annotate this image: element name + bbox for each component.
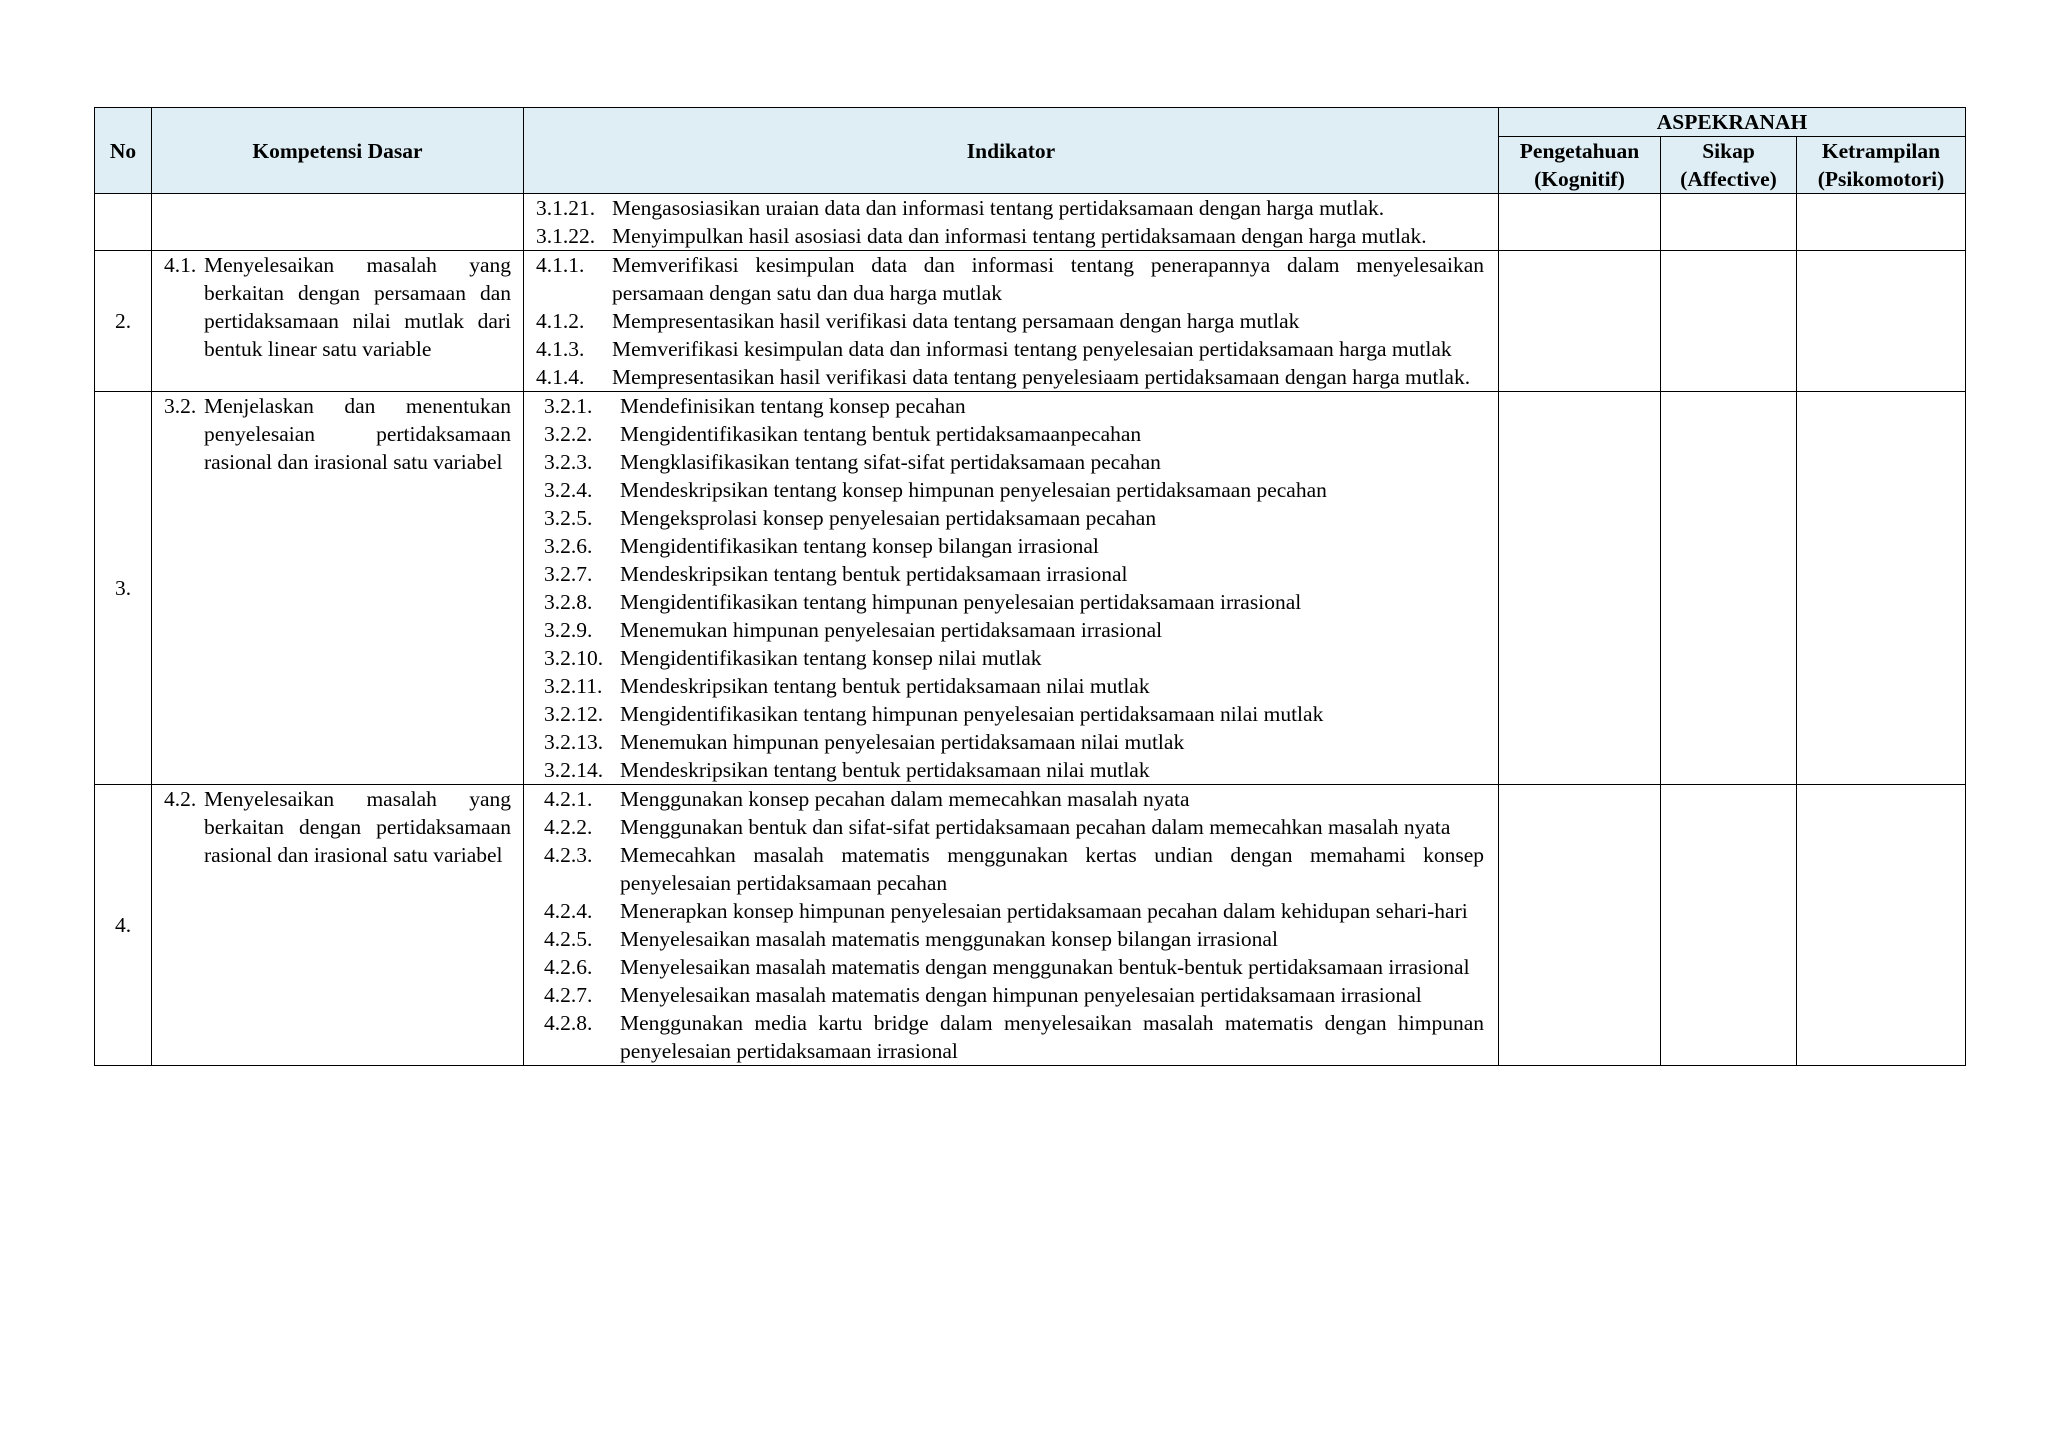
header-sikap-label: Sikap — [1702, 139, 1755, 163]
indicator-item — [544, 728, 1484, 756]
indicator-number: 3.2.5. — [544, 506, 593, 530]
indicator-text: Memecahkan masalah matematis menggunakan kertas undian dengan memahami konsep penyelesaian pertidaksamaan pecahan — [620, 843, 1484, 895]
indicator-text: Mengasosiasikan uraian data dan informasi tentang pertidaksamaan dengan harga mutlak. — [612, 196, 1385, 220]
indicator-item — [544, 420, 1484, 448]
indicator-item — [544, 560, 1484, 588]
indicator-text: Menemukan himpunan penyelesaian pertidaksamaan irrasional — [620, 618, 1163, 642]
pengetahuan-cell — [1499, 392, 1661, 785]
indicator-text: Mendeskripsikan tentang bentuk pertidaksamaan nilai mutlak — [620, 674, 1150, 698]
pengetahuan-cell — [1499, 194, 1661, 251]
indicator-number: 4.2.1. — [544, 787, 593, 811]
sikap-cell — [1661, 785, 1797, 1066]
indicator-number: 3.1.22. — [536, 224, 596, 248]
header-ketrampilan — [1797, 137, 1966, 194]
indicator-item — [544, 925, 1484, 953]
competency-table — [94, 107, 1966, 1066]
indicator-text: Memverifikasi kesimpulan data dan informasi tentang penerapannya dalam menyelesaikan persamaan dengan satu dan dua harga mutlak — [612, 253, 1484, 305]
indicator-number: 4.2.5. — [544, 927, 593, 951]
indicator-item — [544, 476, 1484, 504]
indicator-number: 3.2.11. — [544, 674, 603, 698]
indicator-text: Menyelesaikan masalah matematis dengan menggunakan bentuk-bentuk pertidaksamaan irrasional — [620, 955, 1470, 979]
indicator-number: 4.1.2. — [536, 309, 585, 333]
row-number — [95, 194, 152, 251]
indicator-text: Mendefinisikan tentang konsep pecahan — [620, 394, 966, 418]
indicator-text: Mendeskripsikan tentang bentuk pertidaksamaan nilai mutlak — [620, 758, 1150, 782]
indicator-item — [536, 363, 1484, 391]
indicator-text: Menggunakan konsep pecahan dalam memecahkan masalah nyata — [620, 787, 1190, 811]
header-pengetahuan — [1499, 137, 1661, 194]
indicator-item — [536, 194, 1484, 222]
indicator-number: 3.2.10. — [544, 646, 604, 670]
indicator-number: 3.2.13. — [544, 730, 604, 754]
table-header — [95, 108, 1966, 194]
table-row — [95, 392, 1966, 785]
indicator-text: Menyelesaikan masalah matematis menggunakan konsep bilangan irrasional — [620, 927, 1278, 951]
indicator-item — [544, 700, 1484, 728]
indicator-item — [544, 392, 1484, 420]
ketrampilan-cell — [1797, 392, 1966, 785]
pengetahuan-cell — [1499, 251, 1661, 392]
table-row — [95, 785, 1966, 1066]
indicator-text: Mendeskripsikan tentang konsep himpunan penyelesaian pertidaksamaan pecahan — [620, 478, 1327, 502]
indicator-item — [536, 222, 1484, 250]
row-number: 2. — [95, 251, 152, 392]
ketrampilan-cell — [1797, 194, 1966, 251]
indicator-item — [544, 616, 1484, 644]
indicator-number: 3.2.12. — [544, 702, 604, 726]
kompetensi-text: Menjelaskan dan menentukan penyelesaian pertidaksamaan rasional dan irasional satu variabel — [204, 394, 511, 474]
indicator-item — [544, 813, 1484, 841]
indicator-item — [544, 1009, 1484, 1065]
indikator-cell — [524, 392, 1499, 785]
kompetensi-item — [152, 251, 523, 363]
row-number: 3. — [95, 392, 152, 785]
ketrampilan-cell — [1797, 251, 1966, 392]
indicator-item — [544, 897, 1484, 925]
indicator-number: 3.2.1. — [544, 394, 593, 418]
indicator-text: Menemukan himpunan penyelesaian pertidaksamaan nilai mutlak — [620, 730, 1185, 754]
indicator-text: Menyelesaikan masalah matematis dengan himpunan penyelesaian pertidaksamaan irrasional — [620, 983, 1422, 1007]
indikator-cell — [524, 251, 1499, 392]
ketrampilan-cell — [1797, 785, 1966, 1066]
header-ketrampilan-label: Ketrampilan — [1821, 139, 1941, 163]
indicator-text: Mengklasifikasikan tentang sifat-sifat pertidaksamaan pecahan — [620, 450, 1161, 474]
indicator-text: Mengidentifikasikan tentang himpunan penyelesaian pertidaksamaan irrasional — [620, 590, 1302, 614]
indicator-item — [544, 588, 1484, 616]
kompetensi-text: Menyelesaikan masalah yang berkaitan dengan persamaan dan pertidaksamaan nilai mutlak dari bentuk linear satu variable — [204, 253, 511, 361]
indicator-item — [544, 953, 1484, 981]
indicator-text: Menggunakan media kartu bridge dalam menyelesaikan masalah matematis dengan himpunan penyelesaian pertidaksamaan irrasional — [620, 1011, 1484, 1063]
indicator-text: Mengidentifikasikan tentang bentuk pertidaksamaanpecahan — [620, 422, 1142, 446]
indicator-number: 3.2.4. — [544, 478, 593, 502]
kompetensi-item — [152, 392, 523, 476]
indicator-number: 4.1.3. — [536, 337, 585, 361]
kompetensi-number: 4.1. — [164, 253, 197, 277]
indicator-text: Menggunakan bentuk dan sifat-sifat pertidaksamaan pecahan dalam memecahkan masalah nyata — [620, 815, 1451, 839]
indicator-item — [544, 841, 1484, 897]
indicator-number: 3.2.9. — [544, 618, 593, 642]
kompetensi-number: 4.2. — [164, 787, 197, 811]
kompetensi-dasar-cell — [152, 194, 524, 251]
indicator-number: 3.2.14. — [544, 758, 604, 782]
header-sikap — [1661, 137, 1797, 194]
table-row — [95, 194, 1966, 251]
kompetensi-dasar-cell — [152, 785, 524, 1066]
indicator-item — [544, 981, 1484, 1009]
pengetahuan-cell — [1499, 785, 1661, 1066]
indicator-item — [536, 307, 1484, 335]
indicator-item — [536, 335, 1484, 363]
indicator-number: 4.2.7. — [544, 983, 593, 1007]
indicator-item — [544, 756, 1484, 784]
header-pengetahuan-sub: (Kognitif) — [1534, 167, 1625, 191]
indicator-item — [544, 504, 1484, 532]
indicator-number: 4.2.3. — [544, 843, 593, 867]
header-aspek-ranah: ASPEKRANAH — [1499, 108, 1966, 137]
indicator-number: 3.1.21. — [536, 196, 596, 220]
indicator-number: 4.2.8. — [544, 1011, 593, 1035]
kompetensi-number: 3.2. — [164, 394, 197, 418]
indicator-number: 4.1.4. — [536, 365, 585, 389]
header-kompetensi-dasar: Kompetensi Dasar — [152, 108, 524, 194]
kompetensi-text: Menyelesaikan masalah yang berkaitan dengan pertidaksamaan rasional dan irasional satu variabel — [204, 787, 511, 867]
indicator-text: Mengeksprolasi konsep penyelesaian pertidaksamaan pecahan — [620, 506, 1157, 530]
indicator-text: Mengidentifikasikan tentang konsep bilangan irrasional — [620, 534, 1099, 558]
indicator-number: 4.2.4. — [544, 899, 593, 923]
indicator-number: 4.1.1. — [536, 253, 585, 277]
header-no: No — [95, 108, 152, 194]
indicator-number: 3.2.6. — [544, 534, 593, 558]
kompetensi-item — [152, 785, 523, 869]
indicator-item — [536, 251, 1484, 307]
sikap-cell — [1661, 251, 1797, 392]
indikator-cell — [524, 785, 1499, 1066]
indicator-text: Menerapkan konsep himpunan penyelesaian pertidaksamaan pecahan dalam kehidupan sehari-hari — [620, 899, 1468, 923]
indicator-text: Mendeskripsikan tentang bentuk pertidaksamaan irrasional — [620, 562, 1128, 586]
indicator-number: 3.2.2. — [544, 422, 593, 446]
kompetensi-dasar-cell — [152, 392, 524, 785]
header-pengetahuan-label: Pengetahuan — [1519, 139, 1640, 163]
indicator-item — [544, 644, 1484, 672]
indicator-text: Mempresentasikan hasil verifikasi data tentang persamaan dengan harga mutlak — [612, 309, 1300, 333]
indikator-cell — [524, 194, 1499, 251]
indicator-item — [544, 532, 1484, 560]
header-sikap-sub: (Affective) — [1680, 167, 1777, 191]
indicator-item — [544, 672, 1484, 700]
indicator-number: 4.2.2. — [544, 815, 593, 839]
indicator-number: 4.2.6. — [544, 955, 593, 979]
table-row — [95, 251, 1966, 392]
table-body — [95, 194, 1966, 1066]
kompetensi-dasar-cell — [152, 251, 524, 392]
indicator-text: Mengidentifikasikan tentang himpunan penyelesaian pertidaksamaan nilai mutlak — [620, 702, 1324, 726]
sikap-cell — [1661, 194, 1797, 251]
indicator-number: 3.2.8. — [544, 590, 593, 614]
row-number: 4. — [95, 785, 152, 1066]
indicator-text: Mengidentifikasikan tentang konsep nilai mutlak — [620, 646, 1042, 670]
sikap-cell — [1661, 392, 1797, 785]
indicator-number: 3.2.3. — [544, 450, 593, 474]
indicator-text: Mempresentasikan hasil verifikasi data tentang penyelesiaam pertidaksamaan dengan harga mutlak. — [612, 365, 1471, 389]
indicator-text: Memverifikasi kesimpulan data dan informasi tentang penyelesaian pertidaksamaan harga mutlak — [612, 337, 1452, 361]
indicator-text: Menyimpulkan hasil asosiasi data dan informasi tentang pertidaksamaan dengan harga mutlak. — [612, 224, 1427, 248]
indicator-item — [544, 785, 1484, 813]
indicator-number: 3.2.7. — [544, 562, 593, 586]
header-ketrampilan-sub: (Psikomotori) — [1817, 167, 1945, 191]
indicator-item — [544, 448, 1484, 476]
header-indikator: Indikator — [524, 108, 1499, 194]
